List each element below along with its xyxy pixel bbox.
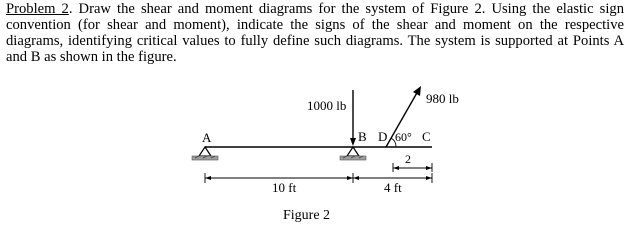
- problem-text: . Draw the shear and moment diagrams for the system of Figure 2. Using the elastic sign convention (for shear and moment), indicate the signs of the shear and moment on the respective diagrams, identifying critical values to fully define such diagrams. The system is supported at Points A and B as shown in the figure.: [6, 1, 624, 65]
- problem-label: Problem 2: [6, 1, 69, 17]
- figure-caption: Figure 2: [283, 208, 331, 223]
- dim-ab-label: 10 ft: [272, 180, 297, 195]
- slope-label: 2: [405, 152, 411, 166]
- load-inclined-label: 980 lb: [426, 91, 459, 106]
- point-d-label: D: [378, 129, 388, 144]
- support-b: [340, 147, 366, 160]
- dimension-dc: [393, 163, 432, 172]
- support-a: [192, 147, 218, 160]
- dim-bc-label: 4 ft: [384, 180, 402, 195]
- point-b-label: B: [358, 129, 367, 144]
- load-vertical-label: 1000 lb: [307, 98, 347, 113]
- point-a-label: A: [202, 130, 212, 145]
- angle-label: 60°: [395, 130, 412, 144]
- point-c-label: C: [422, 129, 431, 144]
- vertical-load-arrow: [350, 90, 356, 146]
